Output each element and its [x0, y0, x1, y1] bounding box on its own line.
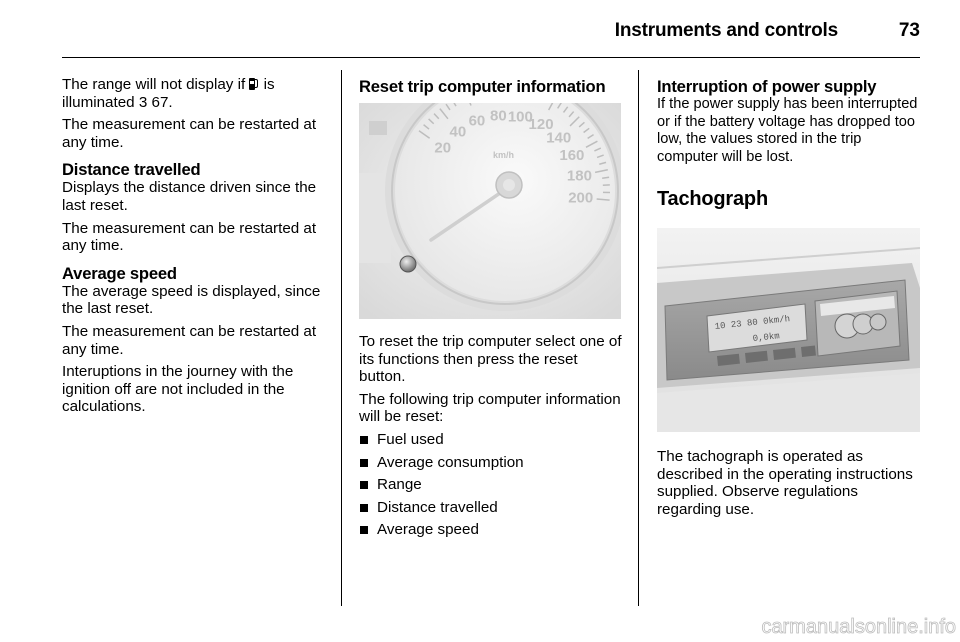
speedo-tick	[602, 177, 609, 178]
page-number: 73	[898, 20, 920, 41]
column-middle-text	[359, 333, 627, 539]
speedo-mark-label: 100	[507, 108, 533, 126]
page-header	[62, 0, 920, 58]
speedo-mark-label: 40	[449, 123, 467, 141]
avgspeed-heading: Average speed	[62, 263, 177, 283]
bullet-square-icon	[360, 526, 368, 534]
speedo-mark-label: 180	[566, 167, 592, 185]
column-left	[62, 76, 332, 421]
column-right	[657, 76, 925, 210]
speedo-unit-label: km/h	[493, 150, 515, 160]
list-item: Range	[359, 476, 627, 494]
fuel-pump-icon	[249, 77, 259, 90]
speedo-mark-label: 120	[528, 116, 554, 134]
restart-note-3: The measurement can be restarted at any time.	[62, 322, 317, 358]
speedo-mark-label: 60	[468, 112, 486, 130]
cross-ref-arrow-icon: 3	[138, 93, 148, 111]
speedo-mark-label: 200	[568, 189, 594, 207]
reset-list	[359, 431, 627, 539]
bullet-square-icon	[360, 436, 368, 444]
list-item: Fuel used	[359, 431, 627, 449]
speedo-mark-label: 20	[434, 139, 452, 157]
speedo-mark-label: 80	[490, 107, 507, 125]
range-note: The range will not display if is illuminated 3 67.	[62, 76, 275, 111]
reset-following: The following trip computer information will be reset:	[359, 390, 621, 426]
column-middle	[359, 76, 627, 96]
watermark-logo	[722, 614, 958, 638]
watermark-text: carmanualsonline.info	[761, 616, 956, 638]
reset-knob	[400, 256, 416, 272]
distance-text: Displays the distance driven since the last reset.	[62, 179, 317, 214]
reset-heading: Reset trip computer information	[359, 77, 606, 96]
speedo-mark-label: 160	[559, 146, 585, 164]
restart-note-2: The measurement can be restarted at any time.	[62, 219, 317, 255]
column-divider-2	[638, 70, 639, 606]
distance-heading: Distance travelled	[62, 160, 201, 180]
reset-instructions: To reset the trip computer select one of its functions then press the reset button.	[359, 333, 622, 386]
list-item: Distance travelled	[359, 499, 627, 517]
cross-ref-page[interactable]: 67.	[151, 93, 173, 111]
tachograph-image	[657, 228, 920, 432]
interruptions-text: Interuptions in the journey with the ignition off are not included in the calculations.	[62, 363, 294, 416]
avgspeed-text: The average speed is displayed, since the last reset.	[62, 282, 321, 318]
power-heading: Interruption of power supply	[657, 77, 877, 96]
list-item: Average speed	[359, 521, 627, 539]
tacho-text: The tachograph is operated as described in the operating instructions supplied. Observe regulations regarding use.	[657, 448, 913, 518]
column-right-text	[657, 448, 925, 523]
tacho-display-line2: 0,0km	[752, 331, 781, 344]
restart-note-1: The measurement can be restarted at any time.	[62, 116, 317, 151]
speedometer-image	[359, 103, 621, 319]
bullet-square-icon	[360, 504, 368, 512]
column-divider-1	[341, 70, 342, 606]
page-title: Instruments and controls	[614, 20, 838, 41]
bullet-square-icon	[360, 481, 368, 489]
power-text: If the power supply has been interrupted or if the battery voltage has dropped too low, the values stored in the trip computer will be lost.	[657, 96, 918, 165]
speedo-mark-label: 140	[546, 129, 572, 147]
list-item: Average consumption	[359, 454, 627, 472]
tacho-heading: Tachograph	[657, 188, 768, 211]
bullet-square-icon	[360, 459, 368, 467]
tacho-display-line1: 10 23 80 0km/h	[714, 314, 791, 332]
